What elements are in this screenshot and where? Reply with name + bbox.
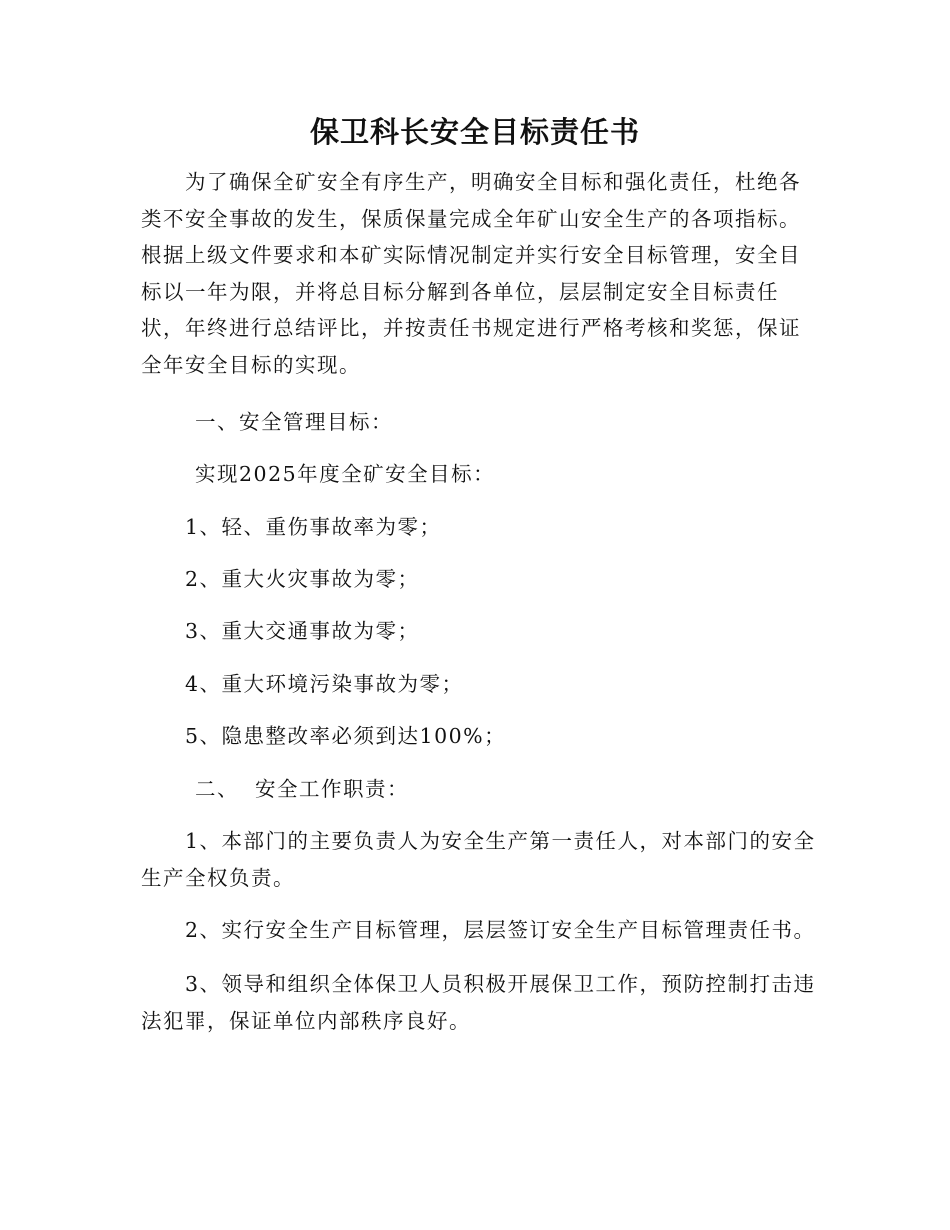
section-intro-text: 实现2025年度全矿安全目标： [195,462,496,486]
section-heading-text: 一、安全管理目标： [195,410,393,434]
duty-paragraph [141,912,816,949]
paragraph-line: 为了确保全矿安全有序生产，明确安全目标和强化责任，杜绝各 [185,170,801,194]
paragraph-line: 生产全权负责。 [141,865,295,890]
paragraph-line: 3、领导和组织全体保卫人员积极开展保卫工作，预防控制打击违 [185,972,816,996]
target-item [141,718,809,755]
target-item [141,509,809,546]
section-heading-duties [141,771,809,808]
paragraph-line: 标以一年为限，并将总目标分解到各单位，层层制定安全目标责任 [141,279,779,304]
target-item [141,561,809,598]
paragraph-line: 法犯罪，保证单位内部秩序良好。 [141,1008,471,1033]
target-item-text: 4、重大环境污染事故为零； [185,672,464,696]
paragraph-line: 1、本部门的主要负责人为安全生产第一责任人，对本部门的安全 [185,829,816,853]
duty-paragraph [141,966,816,1039]
paragraph-line: 2、实行安全生产目标管理，层层签订安全生产目标管理责任书。 [185,918,816,942]
section-heading-management-targets [141,404,809,441]
document-title: 保卫科长安全目标责任书 [309,115,640,149]
paragraph-line: 全年安全目标的实现。 [141,352,361,377]
target-item-text: 5、隐患整改率必须到达100%； [185,724,507,748]
target-item-text: 3、重大交通事故为零； [185,619,420,643]
target-item [141,666,809,703]
target-item-text: 2、重大火灾事故为零； [185,567,420,591]
section-heading-text: 二、 安全工作职责： [195,777,410,801]
section-intro-annual-target [141,456,809,493]
intro-paragraph [141,164,809,383]
target-item [141,613,809,650]
target-item-text: 1、轻、重伤事故率为零； [185,515,442,539]
paragraph-line: 状，年终进行总结评比，并按责任书规定进行严格考核和奖惩，保证 [141,316,801,340]
duty-paragraph [141,823,816,896]
paragraph-line: 类不安全事故的发生，保质保量完成全年矿山安全生产的各项指标。 [141,206,801,231]
paragraph-line: 根据上级文件要求和本矿实际情况制定并实行安全目标管理，安全目 [141,243,801,267]
